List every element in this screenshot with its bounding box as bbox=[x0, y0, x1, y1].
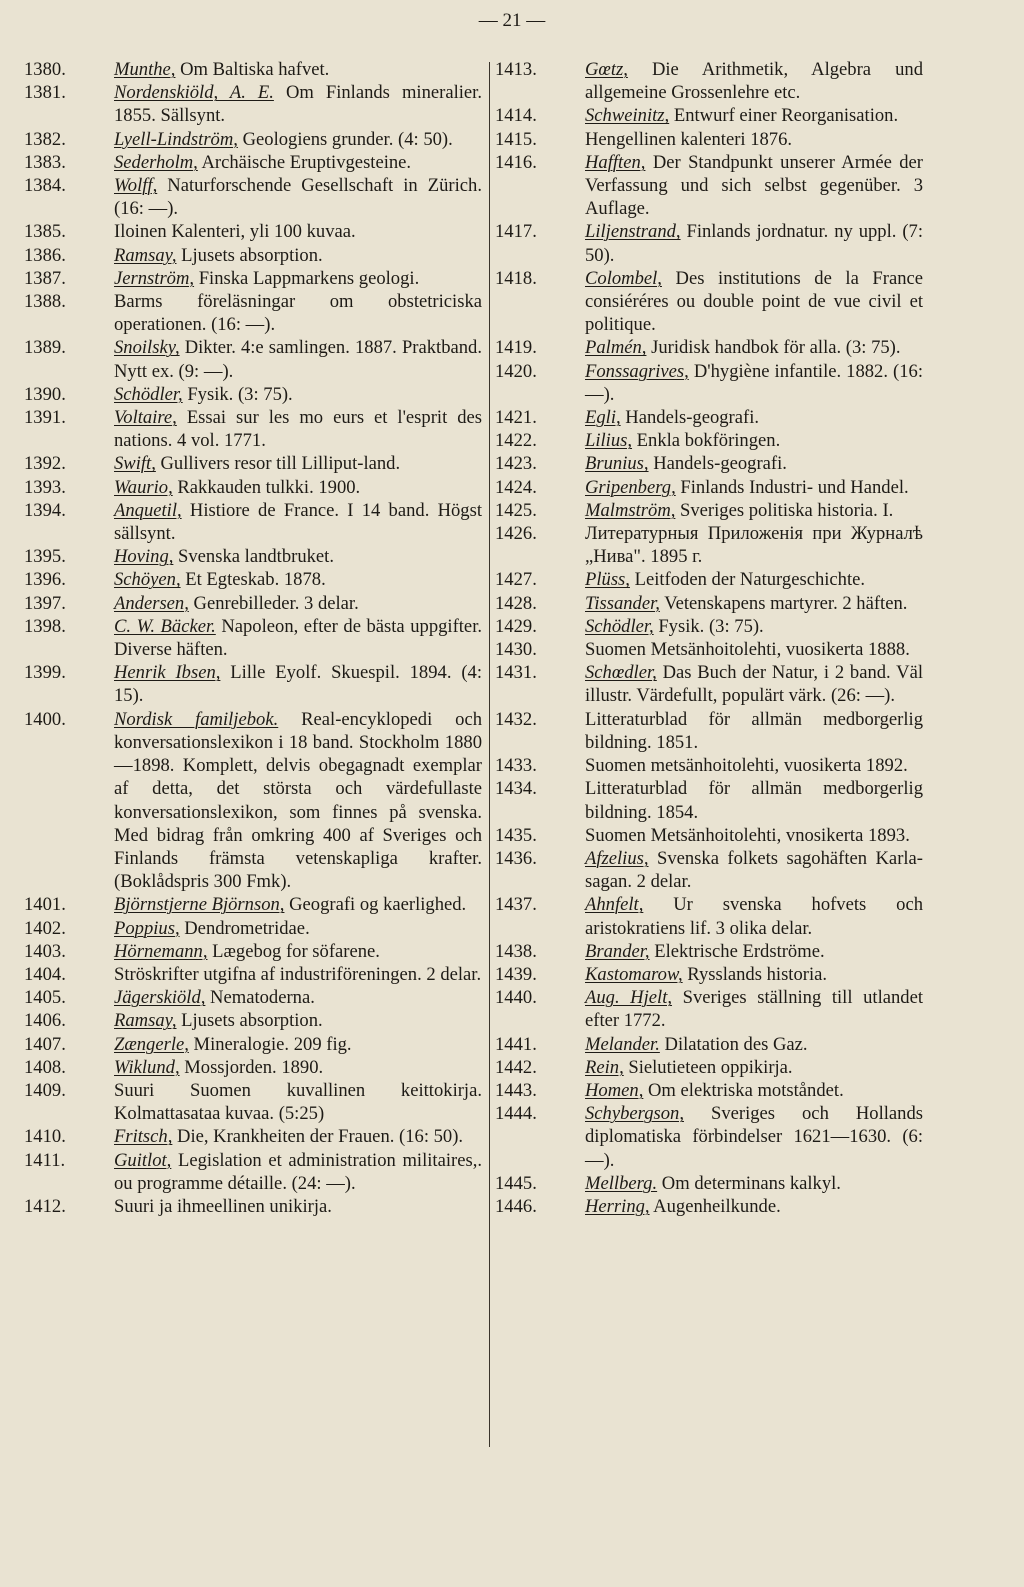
entry-number: 1412. bbox=[24, 1195, 66, 1217]
entry-author: Brander, bbox=[585, 940, 650, 962]
catalog-entry bbox=[24, 1125, 482, 1148]
entry-number: 1400. bbox=[24, 708, 66, 730]
entry-number: 1444. bbox=[495, 1103, 537, 1125]
catalog-entry bbox=[24, 267, 482, 290]
entry-author: Liljenstrand, bbox=[585, 221, 681, 243]
catalog-entry bbox=[495, 452, 923, 475]
catalog-entry bbox=[24, 81, 482, 127]
catalog-entry bbox=[24, 940, 482, 963]
entry-number: 1401. bbox=[24, 894, 66, 916]
entry-title: Leitfoden der Naturgeschichte. bbox=[629, 569, 866, 591]
catalog-entry bbox=[24, 1033, 482, 1056]
entry-number: 1380. bbox=[24, 59, 66, 80]
entry-title: Real-encyklopedi och konversationslexikon i 18 band. Stockholm 1880—1898. Komplett, delvis obegagnadt exemplar af detta, det största och värdefullaste konversationslexikon, som finnes på svenska. Med bidrag från omkring 400 af Sveriges och Finlands främsta vetenskapliga krafter. (Boklådspris 300 Fmk). bbox=[114, 708, 483, 893]
entry-number: 1397. bbox=[24, 592, 66, 614]
entry-author: Mellberg. bbox=[585, 1172, 658, 1194]
entry-title: Handels-geografi. bbox=[620, 407, 760, 429]
entry-title: Enkla bokföringen. bbox=[632, 430, 781, 452]
entry-number: 1417. bbox=[495, 221, 537, 243]
entry-number: 1423. bbox=[495, 453, 537, 475]
entry-title: D'hygiène infantile. 1882. (16: —). bbox=[585, 360, 923, 405]
entry-title: Sielutieteen oppikirja. bbox=[623, 1056, 793, 1078]
entry-number: 1391. bbox=[24, 407, 66, 429]
catalog-entry bbox=[495, 336, 923, 359]
entry-title: Suomen Metsänhoitolehti, vuosikerta 1888. bbox=[585, 639, 910, 661]
catalog-entry bbox=[495, 986, 923, 1032]
entry-number: 1443. bbox=[495, 1079, 537, 1101]
entry-title: Geografi og kaerlighed. bbox=[284, 894, 467, 916]
catalog-entry bbox=[495, 615, 923, 638]
entry-number: 1405. bbox=[24, 987, 66, 1009]
entry-author: Egli, bbox=[585, 407, 621, 429]
entry-title: Juridisk handbok för alla. (3: 75). bbox=[646, 337, 901, 359]
entry-author: Lyell-Lindström, bbox=[114, 128, 238, 150]
entry-title: Sveriges ställning till utlandet efter 1772. bbox=[585, 987, 923, 1032]
catalog-entry bbox=[24, 452, 482, 475]
entry-title: Rakkauden tulkki. 1900. bbox=[172, 476, 361, 498]
entry-author: Jägerskiöld, bbox=[114, 987, 206, 1009]
catalog-entry bbox=[495, 1195, 923, 1218]
entry-number: 1393. bbox=[24, 476, 66, 498]
catalog-entry bbox=[495, 267, 923, 337]
entry-number: 1385. bbox=[24, 221, 66, 243]
entry-title: Elektrische Erdströme. bbox=[649, 940, 825, 962]
catalog-entry bbox=[495, 940, 923, 963]
entry-title: Fysik. (3: 75). bbox=[182, 383, 293, 405]
catalog-entry bbox=[24, 290, 482, 336]
catalog-entry bbox=[24, 151, 482, 174]
entry-author: Nordisk familjebok. bbox=[114, 708, 279, 730]
entry-number: 1439. bbox=[495, 963, 537, 985]
entry-title: Der Standpunkt unserer Armée der Verfassung und sich selbst gegenüber. 3 Auflage. bbox=[585, 151, 923, 220]
entry-author: Schödler, bbox=[114, 383, 183, 405]
catalog-entry bbox=[24, 244, 482, 267]
entry-author: Hörnemann, bbox=[114, 940, 208, 962]
entry-number: 1424. bbox=[495, 476, 537, 498]
entry-number: 1398. bbox=[24, 615, 66, 637]
catalog-entry bbox=[495, 754, 923, 777]
entry-title: Suuri Suomen kuvallinen keittokirja. Kolmattasataa kuvaa. (5:25) bbox=[114, 1079, 482, 1125]
entry-title: Finlands jordnatur. ny uppl. (7: 50). bbox=[585, 221, 923, 266]
catalog-entry bbox=[24, 58, 482, 81]
entry-title: Suuri ja ihmeellinen unikirja. bbox=[114, 1195, 332, 1217]
entry-author: Jernström, bbox=[114, 267, 195, 289]
entry-title: Vetenskapens martyrer. 2 häften. bbox=[659, 592, 908, 614]
catalog-entry bbox=[495, 522, 923, 568]
catalog-entry bbox=[24, 917, 482, 940]
entry-number: 1436. bbox=[495, 847, 537, 869]
entry-author: Palmén, bbox=[585, 337, 647, 359]
entry-author: Björnstjerne Björnson, bbox=[114, 894, 285, 916]
entry-author: Schweinitz, bbox=[585, 105, 670, 127]
entry-title: Ströskrifter utgifna af industriföreningen. 2 delar. bbox=[114, 963, 482, 985]
entry-author: Poppius, bbox=[114, 917, 180, 939]
entry-author: Wiklund, bbox=[114, 1056, 180, 1078]
entry-number: 1446. bbox=[495, 1195, 537, 1217]
entry-title: Sveriges politiska historia. I. bbox=[675, 499, 894, 521]
entry-number: 1414. bbox=[495, 105, 537, 127]
entry-title: Svenska folkets sagohäften Karla-sagan. 2 delar. bbox=[585, 847, 923, 893]
catalog-entry bbox=[495, 476, 923, 499]
entry-number: 1399. bbox=[24, 662, 66, 684]
entry-author: Herring, bbox=[585, 1195, 650, 1217]
entry-author: Sederholm, bbox=[114, 151, 198, 173]
entry-number: 1435. bbox=[495, 824, 537, 846]
entry-number: 1394. bbox=[24, 499, 66, 521]
entry-title: Om determinans kalkyl. bbox=[657, 1172, 841, 1194]
entry-author: Schybergson, bbox=[585, 1103, 684, 1125]
entry-author: Plüss, bbox=[585, 569, 630, 591]
catalog-entry bbox=[24, 963, 482, 986]
entry-title: Lægebog for söfarene. bbox=[207, 940, 380, 962]
entry-title: Литературныя Приложенія при Журналѣ „Нива". 1895 г. bbox=[585, 523, 923, 568]
entry-number: 1406. bbox=[24, 1010, 66, 1032]
catalog-entry bbox=[495, 220, 923, 266]
entry-number: 1420. bbox=[495, 360, 537, 382]
entry-number: 1416. bbox=[495, 151, 537, 173]
catalog-entry bbox=[495, 592, 923, 615]
entry-number: 1422. bbox=[495, 430, 537, 452]
entry-number: 1390. bbox=[24, 383, 66, 405]
catalog-entry bbox=[24, 615, 482, 661]
entry-title: Hengellinen kalenteri 1876. bbox=[585, 128, 793, 150]
catalog-entry bbox=[24, 1149, 482, 1195]
entry-number: 1433. bbox=[495, 755, 537, 777]
catalog-entry bbox=[495, 708, 923, 754]
entry-author: Snoilsky, bbox=[114, 337, 180, 359]
entry-number: 1387. bbox=[24, 267, 66, 289]
entry-author: Schöyen, bbox=[114, 569, 181, 591]
entry-number: 1386. bbox=[24, 244, 66, 266]
entry-number: 1403. bbox=[24, 940, 66, 962]
entry-author: Nordenskiöld, A. E. bbox=[114, 82, 274, 104]
entry-author: Afzelius, bbox=[585, 847, 649, 869]
catalog-entry bbox=[495, 893, 923, 939]
entry-title: Suomen metsänhoitolehti, vuosikerta 1892. bbox=[585, 755, 908, 777]
catalog-entry bbox=[495, 1079, 923, 1102]
entry-title: Des institutions de la France consiéréres ou double point de vue civil et politique. bbox=[585, 267, 923, 336]
entry-author: Schœdler, bbox=[585, 662, 657, 684]
entry-title: Naturforschende Gesellschaft in Zürich. (16: —). bbox=[114, 175, 482, 220]
entry-author: Guitlot, bbox=[114, 1149, 172, 1171]
entry-number: 1392. bbox=[24, 453, 66, 475]
entry-number: 1402. bbox=[24, 917, 66, 939]
catalog-entry bbox=[495, 128, 923, 151]
catalog-entry bbox=[495, 104, 923, 127]
entry-title: Ur svenska hofvets och aristokratiens lif. 3 olika delar. bbox=[585, 894, 923, 939]
entry-title: Essai sur les mo eurs et l'esprit des nations. 4 vol. 1771. bbox=[114, 407, 482, 452]
catalog-entry bbox=[495, 360, 923, 406]
catalog-entry bbox=[24, 708, 482, 894]
entry-title: Sveriges och Hollands diplomatiska förbindelser 1621—1630. (6: —). bbox=[585, 1103, 923, 1171]
entry-author: Lilius, bbox=[585, 430, 633, 452]
catalog-entry bbox=[495, 429, 923, 452]
entry-title: Om Finlands mineralier. 1855. Sällsynt. bbox=[114, 82, 482, 127]
entry-author: Henrik Ibsen, bbox=[114, 662, 221, 684]
entry-author: Ramsay, bbox=[114, 244, 177, 266]
entry-title: Dilatation des Gaz. bbox=[659, 1033, 808, 1055]
entry-author: Fritsch, bbox=[114, 1126, 173, 1148]
entry-author: Malmström, bbox=[585, 499, 676, 521]
entry-title: Histiore de France. I 14 band. Högst sällsynt. bbox=[114, 499, 482, 545]
entry-title: Om elektriska motståndet. bbox=[643, 1079, 844, 1101]
entry-author: C. W. Bäcker. bbox=[114, 615, 216, 637]
entry-number: 1428. bbox=[495, 592, 537, 614]
entry-title: Litteraturblad för allmän medborgerlig bildning. 1854. bbox=[585, 778, 923, 823]
catalog-entry bbox=[24, 568, 482, 591]
entry-title: Iloinen Kalenteri, yli 100 kuvaa. bbox=[114, 221, 356, 243]
entry-author: Kastomarow, bbox=[585, 963, 683, 985]
entry-number: 1388. bbox=[24, 291, 66, 313]
entry-title: Mossjorden. 1890. bbox=[179, 1056, 324, 1078]
entry-title: Napoleon, efter de bästa uppgifter. Diverse häften. bbox=[114, 615, 483, 661]
entry-title: Dendrometridae. bbox=[179, 917, 310, 939]
entry-number: 1419. bbox=[495, 337, 537, 359]
catalog-entry bbox=[24, 1195, 482, 1218]
catalog-entry bbox=[24, 1056, 482, 1079]
entry-number: 1384. bbox=[24, 175, 66, 197]
entry-number: 1432. bbox=[495, 708, 537, 730]
entry-number: 1445. bbox=[495, 1172, 537, 1194]
catalog-entry bbox=[24, 128, 482, 151]
entry-number: 1383. bbox=[24, 151, 66, 173]
entry-number: 1426. bbox=[495, 523, 537, 545]
entry-number: 1382. bbox=[24, 128, 66, 150]
entry-author: Schödler, bbox=[585, 615, 654, 637]
entry-author: Swift, bbox=[114, 453, 156, 475]
catalog-entry bbox=[495, 406, 923, 429]
entry-number: 1438. bbox=[495, 940, 537, 962]
entry-author: Colombel, bbox=[585, 267, 662, 289]
catalog-entry bbox=[495, 58, 923, 104]
catalog-entry bbox=[24, 1009, 482, 1032]
entry-number: 1437. bbox=[495, 894, 537, 916]
entry-author: Ahnfelt, bbox=[585, 894, 644, 916]
entry-title: Genrebilleder. 3 delar. bbox=[188, 592, 359, 614]
entry-number: 1441. bbox=[495, 1033, 537, 1055]
column-divider bbox=[489, 62, 490, 1447]
entry-number: 1381. bbox=[24, 82, 66, 104]
right-column bbox=[495, 58, 923, 1218]
entry-author: Andersen, bbox=[114, 592, 189, 614]
catalog-entry bbox=[495, 1172, 923, 1195]
entry-number: 1408. bbox=[24, 1056, 66, 1078]
entry-title: Rysslands historia. bbox=[682, 963, 828, 985]
catalog-entry bbox=[24, 336, 482, 382]
catalog-entry bbox=[24, 406, 482, 452]
entry-number: 1430. bbox=[495, 639, 537, 661]
entry-author: Homen, bbox=[585, 1079, 644, 1101]
catalog-entry bbox=[495, 661, 923, 707]
left-column bbox=[24, 58, 482, 1218]
entry-author: Melander. bbox=[585, 1033, 660, 1055]
entry-author: Hoving, bbox=[114, 546, 174, 568]
catalog-entry bbox=[495, 638, 923, 661]
catalog-entry bbox=[495, 499, 923, 522]
entry-title: Svenska landtbruket. bbox=[173, 546, 334, 568]
entry-title: Archäische Eruptivgesteine. bbox=[197, 151, 412, 173]
entry-title: Et Egteskab. 1878. bbox=[180, 569, 326, 591]
entry-title: Finska Lappmarkens geologi. bbox=[194, 267, 420, 289]
entry-title: Barms föreläsningar om obstetriciska operationen. (16: —). bbox=[114, 291, 482, 336]
catalog-entry bbox=[495, 568, 923, 591]
catalog-entry bbox=[24, 499, 482, 545]
entry-title: Gullivers resor till Lilliput-land. bbox=[155, 453, 401, 475]
entry-author: Hafften, bbox=[585, 151, 646, 173]
catalog-entry bbox=[495, 847, 923, 893]
catalog-entry bbox=[495, 824, 923, 847]
entry-number: 1395. bbox=[24, 546, 66, 568]
entry-title: Geologiens grunder. (4: 50). bbox=[237, 128, 453, 150]
entry-author: Brunius, bbox=[585, 453, 649, 475]
entry-number: 1389. bbox=[24, 337, 66, 359]
entry-title: Finlands Industri- und Handel. bbox=[675, 476, 909, 498]
catalog-entry bbox=[24, 476, 482, 499]
entry-number: 1425. bbox=[495, 499, 537, 521]
entry-number: 1407. bbox=[24, 1033, 66, 1055]
entry-title: Das Buch der Natur, i 2 band. Väl illustr. Värdefullt, populärt värk. (26: —). bbox=[585, 662, 923, 707]
entry-number: 1404. bbox=[24, 963, 66, 985]
entry-title: Dikter. 4:e samlingen. 1887. Praktband. Nytt ex. (9: —). bbox=[114, 337, 482, 382]
catalog-entry bbox=[495, 151, 923, 221]
entry-title: Nematoderna. bbox=[205, 987, 315, 1009]
entry-title: Om Baltiska hafvet. bbox=[175, 59, 330, 80]
entry-author: Munthe, bbox=[114, 59, 176, 80]
entry-number: 1411. bbox=[24, 1149, 66, 1171]
entry-title: Legislation et administration militaires,. ou programme détaille. (24: —). bbox=[114, 1149, 482, 1194]
catalog-entry bbox=[495, 1033, 923, 1056]
entry-number: 1410. bbox=[24, 1126, 66, 1148]
entry-author: Aug. Hjelt, bbox=[585, 987, 673, 1009]
catalog-entry bbox=[495, 963, 923, 986]
entry-title: Lille Eyolf. Skuespil. 1894. (4: 15). bbox=[114, 662, 482, 707]
entry-number: 1396. bbox=[24, 569, 66, 591]
entry-number: 1442. bbox=[495, 1056, 537, 1078]
entry-title: Handels-geografi. bbox=[648, 453, 787, 475]
entry-author: Rein, bbox=[585, 1056, 624, 1078]
catalog-entry bbox=[24, 592, 482, 615]
entry-number: 1429. bbox=[495, 615, 537, 637]
entry-title: Mineralogie. 209 fig. bbox=[188, 1033, 352, 1055]
catalog-entry bbox=[495, 777, 923, 823]
entry-number: 1415. bbox=[495, 128, 537, 150]
entry-title: Die Arithmetik, Algebra und allgemeine Grossenlehre etc. bbox=[585, 59, 923, 104]
entry-title: Fysik. (3: 75). bbox=[653, 615, 764, 637]
catalog-entry bbox=[24, 220, 482, 243]
entry-number: 1421. bbox=[495, 407, 537, 429]
entry-title: Suomen Metsänhoitolehti, vnosikerta 1893. bbox=[585, 824, 910, 846]
entry-title: Litteraturblad för allmän medborgerlig bildning. 1851. bbox=[585, 708, 923, 753]
catalog-entry bbox=[24, 986, 482, 1009]
entry-author: Wolff, bbox=[114, 175, 158, 197]
entry-title: Die, Krankheiten der Frauen. (16: 50). bbox=[172, 1126, 464, 1148]
catalog-entry bbox=[24, 893, 482, 916]
entry-number: 1413. bbox=[495, 59, 537, 80]
catalog-entry bbox=[24, 383, 482, 406]
entry-number: 1409. bbox=[24, 1079, 66, 1101]
entry-number: 1434. bbox=[495, 778, 537, 800]
entry-author: Waurio, bbox=[114, 476, 173, 498]
entry-title: Ljusets absorption. bbox=[176, 1010, 323, 1032]
entry-author: Zængerle, bbox=[114, 1033, 189, 1055]
entry-title: Entwurf einer Reorganisation. bbox=[669, 105, 899, 127]
catalog-entry bbox=[24, 1079, 482, 1125]
entry-author: Tissander, bbox=[585, 592, 660, 614]
catalog-entry bbox=[24, 545, 482, 568]
entry-author: Gripenberg, bbox=[585, 476, 676, 498]
entry-author: Fonssagrives, bbox=[585, 360, 689, 382]
catalog-entry bbox=[24, 661, 482, 707]
page-number: — 21 — bbox=[478, 10, 546, 31]
catalog-entry bbox=[495, 1102, 923, 1172]
entry-number: 1418. bbox=[495, 267, 537, 289]
entry-number: 1431. bbox=[495, 662, 537, 684]
entry-author: Voltaire, bbox=[114, 407, 177, 429]
catalog-entry bbox=[24, 174, 482, 220]
entry-number: 1440. bbox=[495, 987, 537, 1009]
entry-author: Gœtz, bbox=[585, 59, 628, 80]
entry-title: Augenheilkunde. bbox=[649, 1195, 781, 1217]
entry-number: 1427. bbox=[495, 569, 537, 591]
entry-author: Ramsay, bbox=[114, 1010, 177, 1032]
catalog-entry bbox=[495, 1056, 923, 1079]
entry-author: Anquetil, bbox=[114, 499, 182, 521]
entry-title: Ljusets absorption. bbox=[176, 244, 323, 266]
